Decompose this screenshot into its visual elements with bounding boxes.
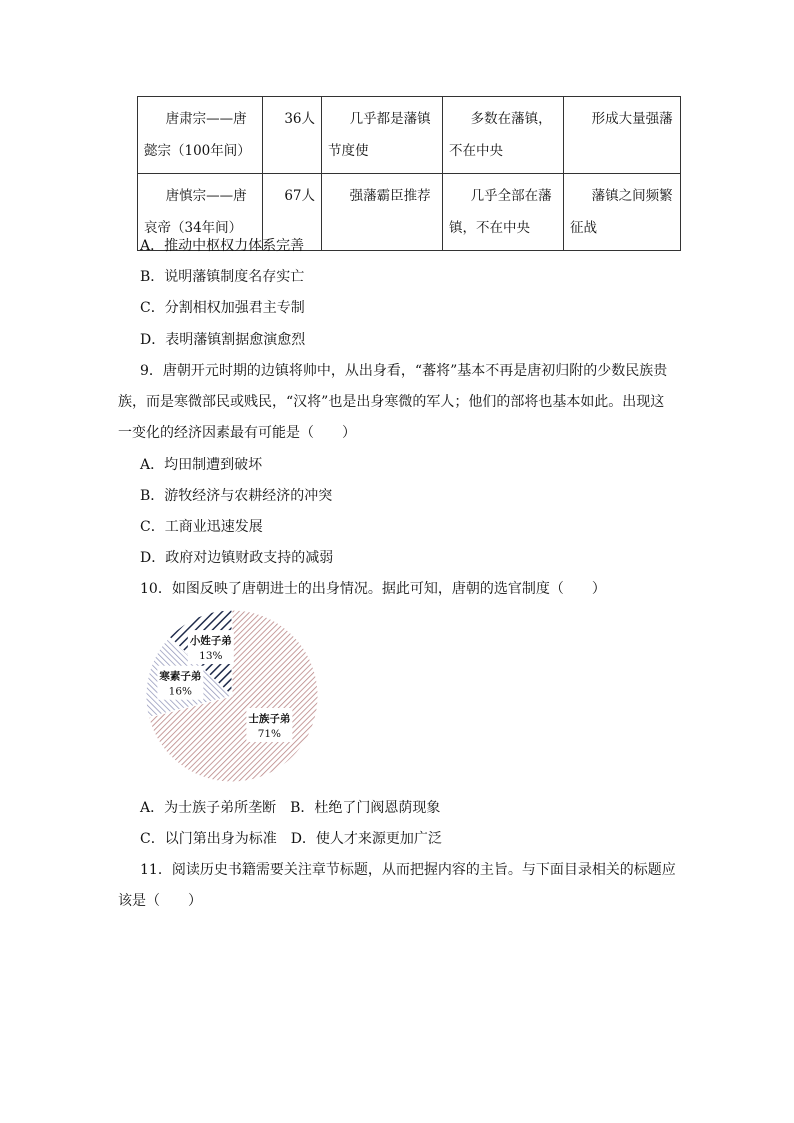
pie-chart xyxy=(140,608,324,784)
q11-stem-line2: 该是（ ） xyxy=(118,893,202,909)
q10-stem: 10．如图反映了唐朝进士的出身情况。据此可知，唐朝的选官制度（ ） xyxy=(140,581,606,597)
pie-value-label: 13% xyxy=(199,650,223,663)
q11-stem-line1: 11．阅读历史书籍需要关注章节标题，从而把握内容的主旨。与下面目录相关的标题应 xyxy=(140,862,676,878)
q8-option-b: B．说明藩镇制度名存实亡 xyxy=(140,269,305,285)
table-cell: 几乎都是藩镇节度使 xyxy=(322,97,443,174)
pie-category-label: 士族子弟 xyxy=(248,712,291,725)
q10-options-line2: C．以门第出身为标准 D．使人才来源更加广泛 xyxy=(140,831,442,847)
q9-stem-line3: 一变化的经济因素最有可能是（ ） xyxy=(118,425,356,441)
history-table xyxy=(137,96,681,251)
table-cell: 67人 xyxy=(263,174,322,251)
table-cell: 多数在藩镇，不在中央 xyxy=(443,97,564,174)
q8-option-a: A．推动中枢权力体系完善 xyxy=(140,238,305,254)
table-cell: 几乎全部在藩镇，不在中央 xyxy=(443,174,564,251)
table-cell: 藩镇之间频繁征战 xyxy=(564,174,681,251)
q10-options-line1: A．为士族子弟所垄断 B．杜绝了门阀恩荫现象 xyxy=(140,800,441,816)
q9-option-b: B．游牧经济与农耕经济的冲突 xyxy=(140,488,333,504)
pie-value-label: 16% xyxy=(168,685,193,698)
q9-option-d: D．政府对边镇财政支持的减弱 xyxy=(140,550,334,566)
pie-category-label: 寒素子弟 xyxy=(159,670,202,683)
q9-stem-line1: 9．唐朝开元时期的边镇将帅中，从出身看，“蕃将”基本不再是唐初归附的少数民族贵 xyxy=(140,363,668,379)
q8-option-d: D．表明藩镇割据愈演愈烈 xyxy=(140,332,306,348)
table-row xyxy=(138,97,681,174)
q9-option-a: A．均田制遭到破坏 xyxy=(140,457,263,473)
pie-value-label: 71% xyxy=(257,727,282,740)
q9-option-c: C．工商业迅速发展 xyxy=(140,519,263,535)
table-cell: 强藩霸臣推荐 xyxy=(322,174,443,251)
table-cell: 唐肃宗——唐懿宗（100年间） xyxy=(138,97,263,174)
q9-stem-line2: 族，而是寒微部民或贱民，“汉将”也是出身寒微的军人；他们的部将也基本如此。出现这 xyxy=(118,394,665,410)
q8-option-c: C．分割相权加强君主专制 xyxy=(140,300,305,316)
table-cell: 唐慎宗——唐哀帝（34年间） xyxy=(138,174,263,251)
pie-category-label: 小姓子弟 xyxy=(189,635,232,648)
table-cell: 36人 xyxy=(263,97,322,174)
table-cell: 形成大量强藩 xyxy=(564,97,681,174)
